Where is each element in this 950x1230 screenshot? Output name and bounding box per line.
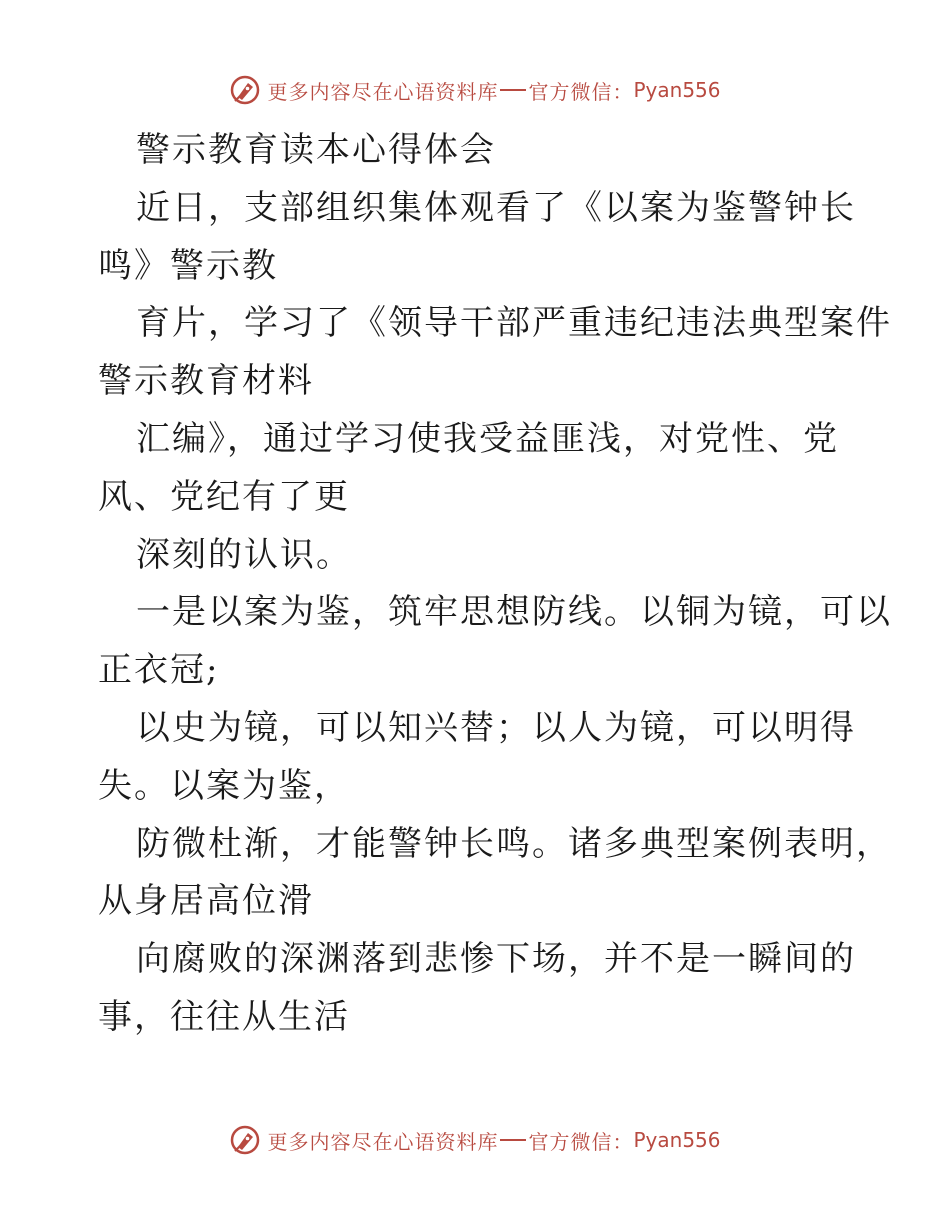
pen-nib-logo-icon	[229, 1124, 261, 1156]
banner-dash	[500, 89, 526, 91]
banner-text: 更多内容尽在心语资料库	[267, 1129, 499, 1154]
paragraph-line: 事，往往从生活	[98, 996, 350, 1037]
paragraph-line: 向腐败的深渊落到悲惨下场，并不是一瞬间的	[136, 939, 856, 980]
footer-banner	[0, 1120, 950, 1160]
document-body	[98, 122, 892, 1047]
paragraph-line: 警示教育材料	[98, 361, 314, 402]
banner-account: Pyan556	[633, 78, 721, 102]
paragraph-line: 从身居高位滑	[98, 881, 314, 922]
document-title: 警示教育读本心得体会	[136, 130, 496, 170]
header-banner	[0, 70, 950, 110]
paragraph-line: 一是以案为鉴，筑牢思想防线。以铜为镜，可以	[136, 592, 892, 633]
paragraph-line: 近日，支部组织集体观看了《以案为鉴警钟长	[136, 187, 856, 228]
paragraph-line: 正衣冠;	[98, 650, 220, 691]
pen-nib-logo-icon	[229, 74, 261, 106]
paragraph-line: 防微杜渐，才能警钟长鸣。诸多典型案例表明，	[136, 823, 892, 864]
paragraph-line: 深刻的认识。	[136, 534, 352, 575]
banner-dash	[500, 1139, 526, 1141]
paragraph-line: 鸣》警示教	[98, 245, 278, 286]
paragraph-line: 风、党纪有了更	[98, 476, 350, 517]
banner-account: Pyan556	[633, 1128, 721, 1152]
banner-suffix: 官方微信：	[528, 79, 634, 104]
paragraph-line: 失。以案为鉴，	[98, 765, 350, 806]
paragraph-line: 以史为镜，可以知兴替；以人为镜，可以明得	[136, 707, 856, 748]
banner-text: 更多内容尽在心语资料库	[267, 79, 499, 104]
paragraph-line: 育片，学习了《领导干部严重违纪违法典型案件	[136, 303, 892, 344]
paragraph-line: 汇编》，通过学习使我受益匪浅，对党性、党	[136, 418, 839, 459]
banner-suffix: 官方微信：	[528, 1129, 634, 1154]
